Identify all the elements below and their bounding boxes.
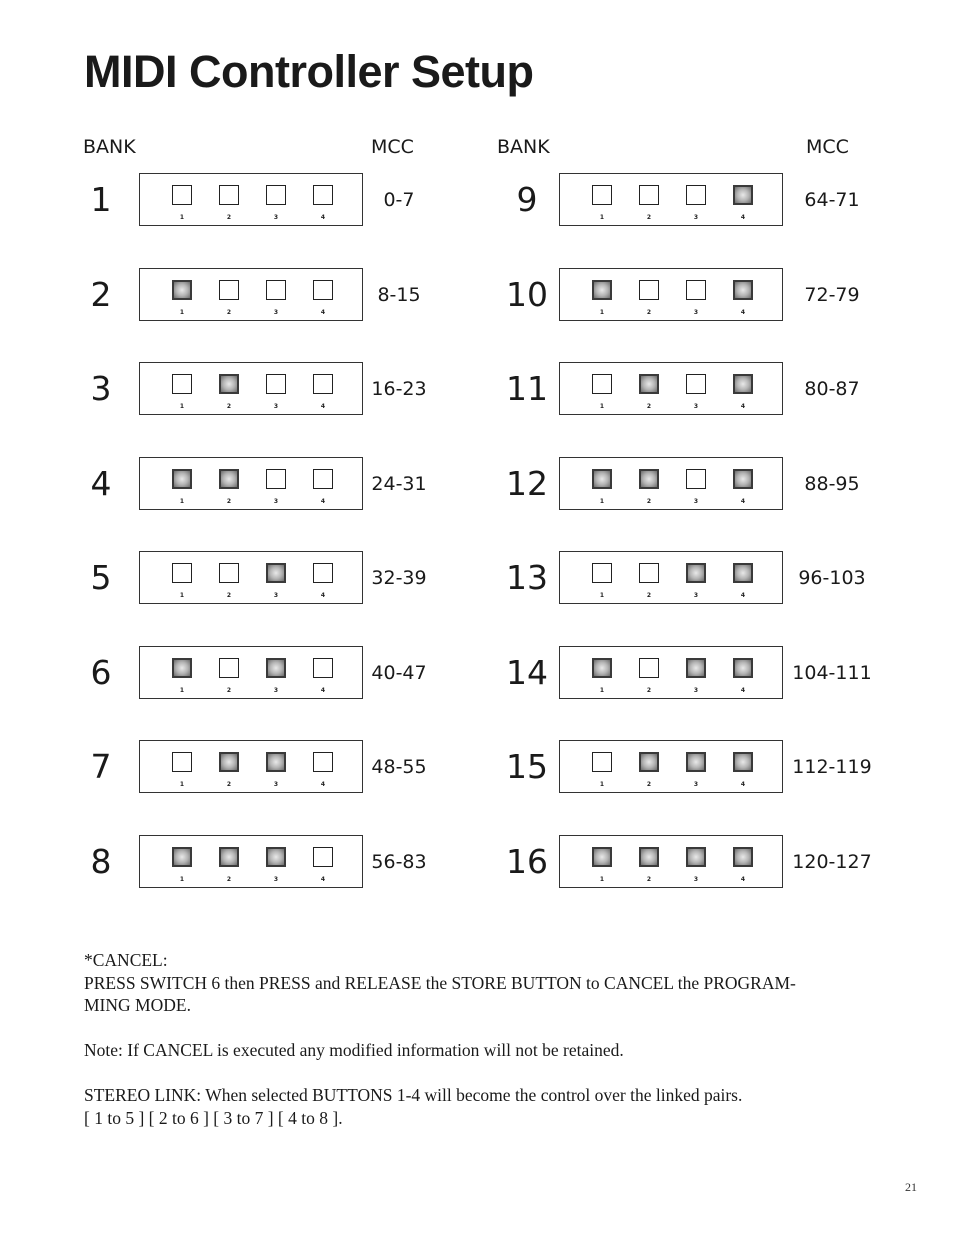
- mcc-range: 0-7: [383, 189, 415, 211]
- bank-number: 7: [90, 747, 112, 786]
- bank-number: 9: [516, 180, 538, 219]
- mcc-range: 120-127: [792, 850, 872, 873]
- dip-switch-label: 1: [599, 308, 605, 316]
- dip-switch-diagram: [139, 835, 363, 888]
- dip-switch-label: 3: [273, 214, 279, 221]
- dip-switch-on: [686, 658, 706, 678]
- dip-switch-diagram: [559, 740, 783, 793]
- dip-switch-label: 3: [273, 875, 279, 883]
- dip-switch-label: 2: [646, 875, 652, 883]
- dip-switch-on: [639, 374, 659, 394]
- cancel-instructions-line2: MING MODE.: [84, 995, 191, 1015]
- dip-switch-label: 4: [740, 686, 746, 694]
- bank-number: 4: [90, 463, 112, 503]
- mcc-header-left: MCC: [371, 136, 414, 158]
- dip-switch-on: [266, 752, 286, 772]
- dip-switch-on: [733, 374, 753, 394]
- dip-switch-label: 3: [693, 214, 699, 221]
- dip-switch-diagram: [559, 457, 783, 510]
- dip-switch-label: 2: [226, 497, 232, 505]
- dip-switch-on: [733, 563, 753, 583]
- dip-switch-label: 2: [646, 686, 652, 694]
- dip-switch-label: 1: [179, 214, 185, 221]
- dip-switch-label: 3: [273, 686, 279, 694]
- dip-switch-label: 1: [179, 686, 185, 694]
- dip-switch-label: 2: [646, 214, 652, 221]
- dip-switch-on: [686, 847, 706, 867]
- dip-switch-label: 2: [646, 781, 652, 788]
- dip-switch-off: [639, 280, 659, 300]
- dip-switch-diagram: [139, 551, 363, 604]
- dip-switch-off: [592, 374, 612, 394]
- mcc-range: 72-79: [804, 283, 860, 306]
- dip-switch-off: [172, 752, 192, 772]
- dip-switch-label: 4: [320, 875, 326, 883]
- dip-switch-off: [172, 185, 192, 205]
- dip-switch-diagram: [139, 268, 363, 321]
- dip-switch-diagram: [559, 173, 783, 226]
- dip-switch-off: [639, 563, 659, 583]
- bank-number: 10: [506, 274, 548, 314]
- dip-switch-on: [172, 469, 192, 489]
- cancel-instructions-line1: PRESS SWITCH 6 then PRESS and RELEASE the STORE BUTTON to CANCEL the PROGRAM-: [84, 972, 796, 993]
- dip-switch-diagram: [559, 551, 783, 604]
- retention-note: Note: If CANCEL is executed any modified information will not be retained.: [84, 1040, 624, 1060]
- dip-switch-diagram: [139, 457, 363, 510]
- mcc-header-right: MCC: [806, 136, 849, 158]
- bank-header-right: BANK: [497, 136, 550, 158]
- dip-switch-label: 4: [740, 308, 746, 316]
- dip-switch-on: [733, 752, 753, 772]
- dip-switch-label: 3: [273, 308, 279, 316]
- dip-switch-label: 1: [599, 214, 605, 221]
- dip-switch-label: 2: [646, 592, 652, 599]
- dip-switch-diagram: [559, 362, 783, 415]
- dip-switch-on: [733, 280, 753, 300]
- bank-number: 3: [90, 369, 112, 408]
- dip-switch-off: [686, 469, 706, 489]
- dip-switch-on: [592, 658, 612, 678]
- dip-switch-label: 2: [226, 781, 232, 788]
- dip-switch-on: [592, 847, 612, 867]
- dip-switch-on: [266, 847, 286, 867]
- dip-switch-diagram: [559, 835, 783, 888]
- dip-switch-on: [639, 752, 659, 772]
- dip-switch-on: [733, 469, 753, 489]
- dip-switch-on: [219, 469, 239, 489]
- dip-switch-label: 4: [740, 497, 746, 505]
- dip-switch-off: [592, 185, 612, 205]
- dip-switch-diagram: [559, 646, 783, 699]
- dip-switch-off: [266, 374, 286, 394]
- dip-switch-on: [219, 847, 239, 867]
- mcc-range: 80-87: [804, 378, 860, 400]
- mcc-range: 104-111: [792, 661, 872, 684]
- bank-number: 1: [90, 180, 112, 219]
- dip-switch-diagram: [139, 740, 363, 793]
- mcc-range: 24-31: [371, 472, 427, 495]
- dip-switch-on: [172, 847, 192, 867]
- dip-switch-label: 3: [693, 592, 699, 599]
- dip-switch-label: 4: [740, 403, 746, 410]
- dip-switch-off: [592, 752, 612, 772]
- dip-switch-off: [313, 469, 333, 489]
- dip-switch-off: [172, 374, 192, 394]
- bank-number: 8: [90, 841, 112, 881]
- dip-switch-off: [639, 658, 659, 678]
- bank-number: 14: [506, 652, 548, 692]
- mcc-range: 40-47: [371, 661, 427, 684]
- dip-switch-label: 1: [179, 403, 185, 410]
- bank-number: 15: [506, 747, 548, 786]
- dip-switch-off: [266, 185, 286, 205]
- dip-switch-off: [266, 469, 286, 489]
- dip-switch-label: 2: [226, 308, 232, 316]
- dip-switch-label: 3: [273, 403, 279, 410]
- dip-switch-label: 2: [226, 875, 232, 883]
- dip-switch-off: [219, 658, 239, 678]
- dip-switch-label: 3: [693, 686, 699, 694]
- dip-switch-label: 1: [599, 592, 605, 599]
- dip-switch-label: 4: [740, 781, 746, 788]
- dip-switch-off: [313, 374, 333, 394]
- mcc-range: 96-103: [798, 567, 866, 589]
- dip-switch-off: [313, 847, 333, 867]
- mcc-range: 32-39: [371, 567, 427, 589]
- dip-switch-off: [313, 280, 333, 300]
- dip-switch-off: [686, 280, 706, 300]
- dip-switch-diagram: [139, 173, 363, 226]
- bank-number: 11: [506, 369, 548, 408]
- dip-switch-label: 4: [320, 403, 326, 410]
- page-number: 21: [905, 1180, 917, 1194]
- dip-switch-on: [733, 185, 753, 205]
- dip-switch-label: 4: [320, 592, 326, 599]
- dip-switch-off: [266, 280, 286, 300]
- dip-switch-label: 1: [599, 686, 605, 694]
- dip-switch-label: 1: [179, 781, 185, 788]
- dip-switch-label: 3: [693, 308, 699, 316]
- dip-switch-off: [592, 563, 612, 583]
- dip-switch-label: 4: [740, 592, 746, 599]
- dip-switch-label: 4: [320, 686, 326, 694]
- dip-switch-on: [733, 658, 753, 678]
- dip-switch-off: [639, 185, 659, 205]
- dip-switch-label: 3: [273, 781, 279, 788]
- bank-number: 2: [90, 274, 112, 314]
- bank-number: 5: [90, 558, 112, 597]
- dip-switch-on: [266, 563, 286, 583]
- dip-switch-label: 3: [273, 497, 279, 505]
- dip-switch-on: [172, 658, 192, 678]
- cancel-heading: *CANCEL:: [84, 950, 168, 970]
- dip-switch-label: 4: [320, 497, 326, 505]
- dip-switch-label: 4: [740, 875, 746, 883]
- dip-switch-off: [313, 185, 333, 205]
- dip-switch-off: [172, 563, 192, 583]
- dip-switch-off: [219, 280, 239, 300]
- dip-switch-label: 2: [226, 403, 232, 410]
- dip-switch-off: [313, 752, 333, 772]
- dip-switch-label: 2: [646, 497, 652, 505]
- mcc-range: 88-95: [804, 472, 860, 495]
- mcc-range: 56-83: [371, 850, 427, 873]
- dip-switch-on: [172, 280, 192, 300]
- dip-switch-on: [686, 563, 706, 583]
- mcc-range: 8-15: [377, 283, 421, 306]
- stereo-link-text: STEREO LINK: When selected BUTTONS 1-4 will become the control over the linked pairs.: [84, 1085, 743, 1105]
- bank-number: 12: [506, 463, 548, 503]
- dip-switch-label: 2: [226, 592, 232, 599]
- dip-switch-label: 4: [320, 308, 326, 316]
- dip-switch-diagram: [559, 268, 783, 321]
- dip-switch-label: 4: [320, 214, 326, 221]
- dip-switch-on: [639, 469, 659, 489]
- bank-header-left: BANK: [83, 136, 136, 158]
- dip-switch-label: 1: [599, 875, 605, 883]
- bank-number: 16: [506, 841, 548, 881]
- dip-switch-label: 2: [226, 686, 232, 694]
- dip-switch-off: [313, 563, 333, 583]
- stereo-link-pairs: [ 1 to 5 ] [ 2 to 6 ] [ 3 to 7 ] [ 4 to 8 ].: [84, 1107, 343, 1128]
- dip-switch-label: 1: [179, 875, 185, 883]
- bank-number: 6: [90, 652, 112, 692]
- dip-switch-off: [219, 185, 239, 205]
- dip-switch-off: [219, 563, 239, 583]
- dip-switch-label: 1: [179, 497, 185, 505]
- dip-switch-on: [733, 847, 753, 867]
- dip-switch-label: 4: [320, 781, 326, 788]
- dip-switch-label: 3: [693, 875, 699, 883]
- dip-switch-on: [266, 658, 286, 678]
- dip-switch-label: 3: [693, 781, 699, 788]
- dip-switch-off: [686, 374, 706, 394]
- dip-switch-on: [592, 280, 612, 300]
- dip-switch-on: [592, 469, 612, 489]
- dip-switch-label: 3: [273, 592, 279, 599]
- dip-switch-label: 2: [226, 214, 232, 221]
- dip-switch-label: 1: [599, 403, 605, 410]
- mcc-range: 16-23: [371, 378, 427, 400]
- dip-switch-off: [313, 658, 333, 678]
- dip-switch-label: 1: [599, 497, 605, 505]
- notes-section: [84, 949, 884, 1129]
- mcc-range: 48-55: [371, 756, 427, 778]
- dip-switch-diagram: [139, 646, 363, 699]
- dip-switch-label: 3: [693, 497, 699, 505]
- dip-switch-on: [686, 752, 706, 772]
- dip-switch-on: [639, 847, 659, 867]
- dip-switch-label: 1: [599, 781, 605, 788]
- dip-switch-diagram: [139, 362, 363, 415]
- dip-switch-on: [219, 752, 239, 772]
- dip-switch-label: 4: [740, 214, 746, 221]
- page-title: MIDI Controller Setup: [84, 46, 534, 97]
- mcc-range: 64-71: [804, 189, 860, 211]
- bank-number: 13: [506, 558, 548, 597]
- dip-switch-label: 1: [179, 592, 185, 599]
- dip-switch-label: 1: [179, 308, 185, 316]
- dip-switch-label: 2: [646, 403, 652, 410]
- dip-switch-label: 3: [693, 403, 699, 410]
- dip-switch-off: [686, 185, 706, 205]
- mcc-range: 112-119: [792, 756, 872, 778]
- dip-switch-on: [219, 374, 239, 394]
- dip-switch-label: 2: [646, 308, 652, 316]
